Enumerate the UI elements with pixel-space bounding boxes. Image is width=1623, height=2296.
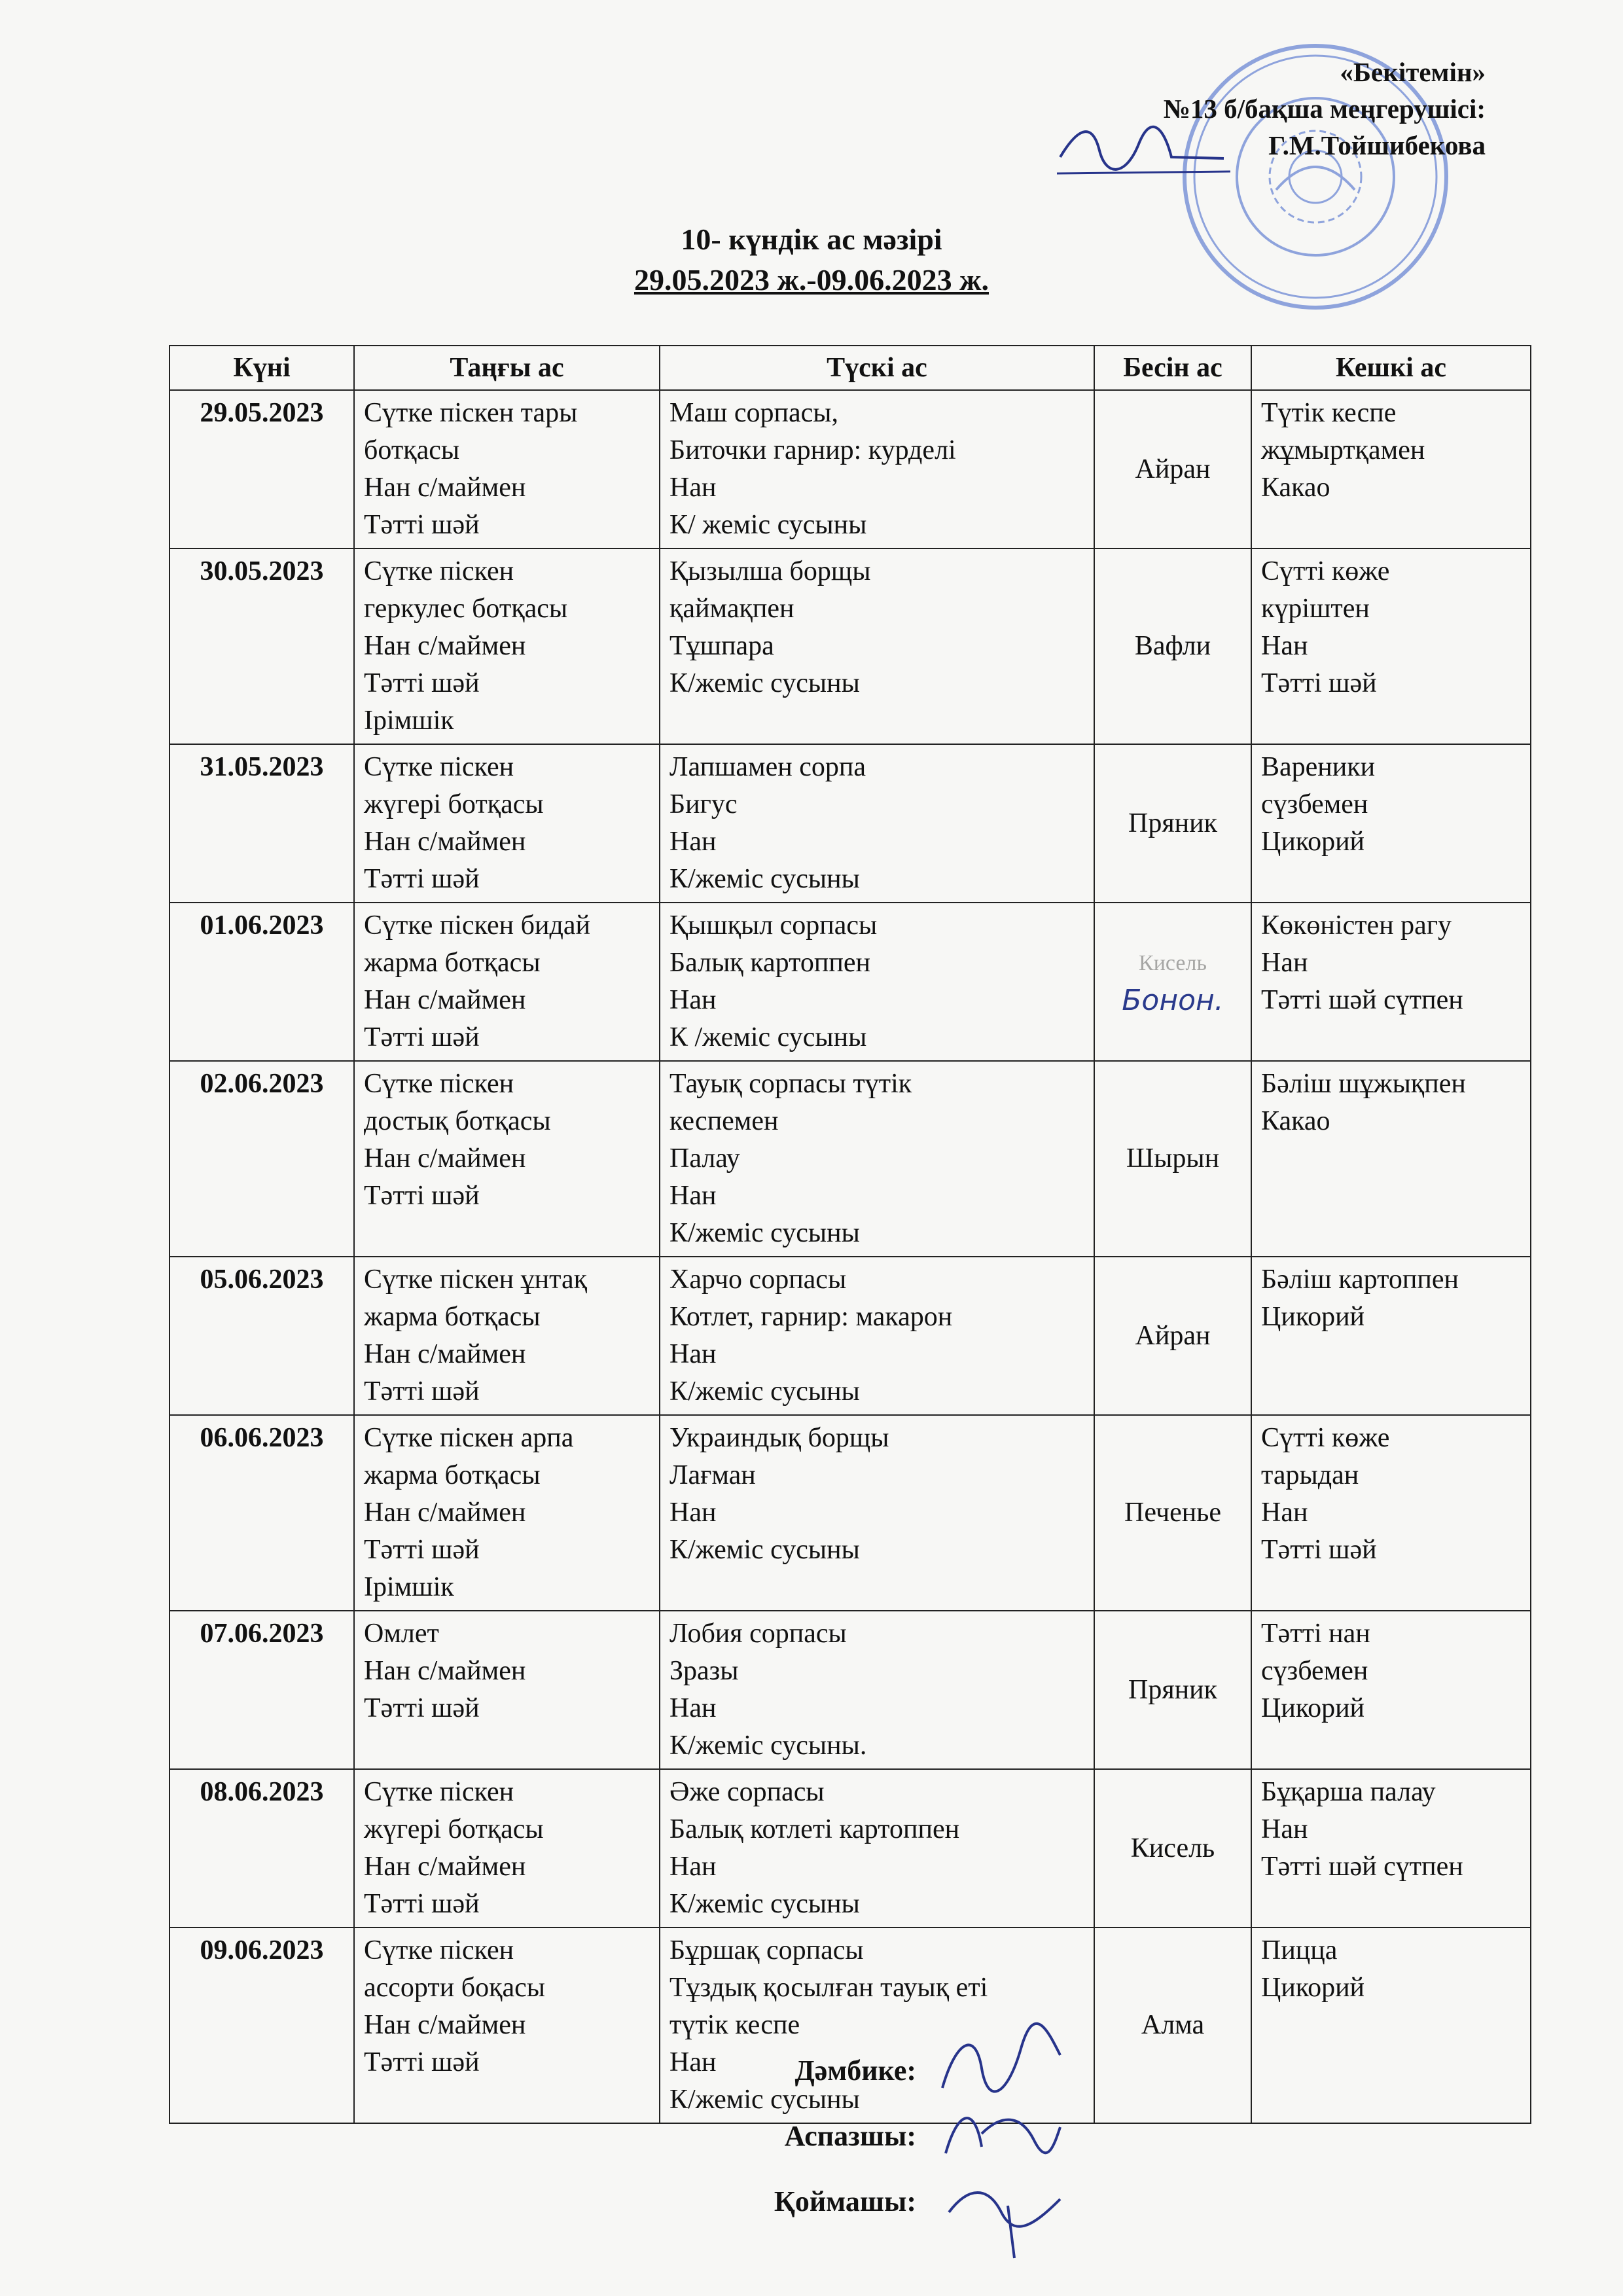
menu-item: Кисель (1130, 1833, 1215, 1863)
menu-item: Лобия сорпасы (669, 1619, 847, 1649)
cell-date: 30.05.2023 (169, 548, 354, 744)
menu-item: қаймақпен (669, 594, 794, 624)
header-snack: Бесін ас (1094, 346, 1251, 390)
cook-signature-icon (936, 2088, 1067, 2166)
menu-item: жүгері ботқасы (364, 789, 544, 819)
menu-item: Тәтті шәй (364, 1693, 480, 1723)
cell-breakfast (354, 1257, 660, 1415)
cell-snack (1094, 548, 1251, 744)
header-dinner: Кешкі ас (1251, 346, 1531, 390)
cell-lunch (660, 1611, 1094, 1769)
menu-item: кеспемен (669, 1106, 779, 1136)
menu-item: Тәтті шәй сүтпен (1261, 985, 1463, 1015)
menu-item: Маш сорпасы, (669, 398, 838, 428)
cell-dinner (1251, 744, 1531, 903)
cell-lunch (660, 744, 1094, 903)
approval-heading: «Бекітемін» (1340, 57, 1486, 87)
cell-dinner (1251, 1061, 1531, 1257)
table-row (169, 1257, 1531, 1415)
cell-date: 08.06.2023 (169, 1769, 354, 1928)
menu-item: Нан с/маймен (364, 985, 526, 1015)
menu-item: Тәтті шәй (364, 1022, 480, 1052)
menu-item: Нан с/маймен (364, 473, 526, 503)
cell-dinner (1251, 390, 1531, 548)
menu-item: ботқасы (364, 435, 460, 465)
menu-item: достық ботқасы (364, 1106, 551, 1136)
cell-lunch (660, 1415, 1094, 1611)
menu-item: Лапшамен сорпа (669, 752, 866, 782)
menu-item: Бәліш картоппен (1261, 1265, 1459, 1295)
cell-date: 05.06.2023 (169, 1257, 354, 1415)
table-row (169, 390, 1531, 548)
menu-item: К/ жеміс сусыны (669, 510, 867, 540)
menu-item: Нан с/маймен (364, 827, 526, 857)
cell-breakfast (354, 1928, 660, 2123)
cell-date: 01.06.2023 (169, 903, 354, 1061)
menu-item: Балық котлеті картоппен (669, 1814, 960, 1844)
menu-item: Харчо сорпасы (669, 1265, 847, 1295)
menu-item: Палау (669, 1143, 740, 1174)
cell-date: 31.05.2023 (169, 744, 354, 903)
menu-item: Нан с/маймен (364, 1498, 526, 1528)
menu-item: Қышқыл сорпасы (669, 910, 878, 941)
menu-item: Омлет (364, 1619, 439, 1649)
menu-item: Кисель (1139, 951, 1207, 975)
cell-breakfast (354, 1611, 660, 1769)
menu-item: Шырын (1126, 1143, 1220, 1174)
menu-item: Нан (1261, 948, 1308, 978)
cell-dinner (1251, 903, 1531, 1061)
cell-breakfast (354, 1415, 660, 1611)
menu-item: жүгері ботқасы (364, 1814, 544, 1844)
menu-item: Нан (1261, 631, 1308, 661)
menu-item: Нан с/маймен (364, 1339, 526, 1369)
cell-snack (1094, 744, 1251, 903)
menu-item: Көкөністен рагу (1261, 910, 1452, 941)
menu-item: Балық картоппен (669, 948, 870, 978)
menu-item: Тұздық қосылған тауық еті (669, 1973, 988, 2003)
menu-item: Алма (1141, 2010, 1205, 2040)
cell-snack (1094, 1061, 1251, 1257)
menu-item: Сүтті көже (1261, 556, 1390, 586)
cell-dinner (1251, 1769, 1531, 1928)
cell-lunch (660, 1769, 1094, 1928)
cell-breakfast (354, 903, 660, 1061)
menu-item: сүзбемен (1261, 1656, 1368, 1686)
menu-item: Цикорий (1261, 1693, 1365, 1723)
menu-item: К/жеміс сусыны (669, 1376, 860, 1407)
director-signature-icon (1054, 111, 1237, 190)
menu-item: Лағман (669, 1460, 756, 1490)
cell-dinner (1251, 1415, 1531, 1611)
menu-item: Сүтке піскен (364, 752, 514, 782)
menu-item: Бигус (669, 789, 738, 819)
table-row (169, 1928, 1531, 2123)
header-date: Күні (169, 346, 354, 390)
menu-item: К/жеміс сусыны (669, 1889, 860, 1919)
menu-item: Печенье (1124, 1498, 1221, 1528)
menu-item: Тәтті шәй (364, 1535, 480, 1565)
signature-cook-label: Аспазшы: (784, 2120, 916, 2152)
menu-item: Биточки гарнир: курделі (669, 435, 956, 465)
menu-item: жарма ботқасы (364, 948, 541, 978)
cell-snack (1094, 390, 1251, 548)
title-main: 10- күндік ас мәзірі (681, 223, 942, 256)
menu-item: Тәтті шәй (364, 1376, 480, 1407)
menu-item: К /жеміс сусыны (669, 1022, 867, 1052)
menu-item: Ірімшік (364, 706, 454, 736)
menu-item: Нан (669, 1498, 717, 1528)
menu-item: Түтік кеспе (1261, 398, 1397, 428)
menu-item: Тәтті шәй (364, 668, 480, 698)
table-row (169, 1611, 1531, 1769)
menu-item: К/жеміс сусыны (669, 1218, 860, 1248)
approval-name: Г.М.Тойшибекова (1268, 130, 1486, 160)
menu-item: Тәтті шәй (364, 1889, 480, 1919)
menu-table (169, 345, 1531, 2124)
menu-item: Цикорий (1261, 1302, 1365, 1332)
cell-date: 06.06.2023 (169, 1415, 354, 1611)
menu-item: Тұшпара (669, 631, 774, 661)
cell-dinner (1251, 548, 1531, 744)
table-header-row (169, 346, 1531, 390)
menu-item: Цикорий (1261, 827, 1365, 857)
storekeeper-signature-icon (942, 2160, 1073, 2265)
cell-date: 07.06.2023 (169, 1611, 354, 1769)
menu-item: жарма ботқасы (364, 1302, 541, 1332)
menu-item: Нан (669, 1693, 717, 1723)
menu-item: К/жеміс сусыны. (669, 1731, 867, 1761)
signature-storekeeper-label: Қоймашы: (774, 2185, 916, 2217)
cell-snack (1094, 1928, 1251, 2123)
menu-item: Нан (669, 985, 717, 1015)
menu-item: Сүтке піскен арпа (364, 1423, 574, 1453)
header-breakfast: Таңғы ас (354, 346, 660, 390)
menu-item: Тәтті шәй (364, 2047, 480, 2077)
menu-item: Бұршақ сорпасы (669, 1935, 864, 1965)
menu-item: Пряник (1128, 808, 1217, 838)
menu-item: күріштен (1261, 594, 1370, 624)
menu-item: Зразы (669, 1656, 739, 1686)
cell-breakfast (354, 548, 660, 744)
page-title (0, 219, 1623, 300)
menu-item: тарыдан (1261, 1460, 1359, 1490)
cell-lunch (660, 1257, 1094, 1415)
title-dates: 29.05.2023 ж.-09.06.2023 ж. (633, 263, 990, 296)
menu-item: Пицца (1261, 1935, 1338, 1965)
menu-item: Нан (669, 1852, 717, 1882)
menu-item: Вареники (1261, 752, 1376, 782)
menu-item: жұмыртқамен (1261, 435, 1425, 465)
cell-snack (1094, 1611, 1251, 1769)
cell-lunch (660, 903, 1094, 1061)
cell-breakfast (354, 390, 660, 548)
menu-item: Әже сорпасы (669, 1777, 825, 1807)
menu-item: Вафли (1134, 631, 1211, 661)
menu-item: Бәліш шұжықпен (1261, 1069, 1466, 1099)
menu-item: Какао (1261, 473, 1330, 503)
menu-item: сүзбемен (1261, 789, 1368, 819)
menu-table-body (169, 390, 1531, 2123)
menu-item: Какао (1261, 1106, 1330, 1136)
menu-item: Бұқарша палау (1261, 1777, 1436, 1807)
menu-item: Тәтті шәй (1261, 1535, 1377, 1565)
menu-item: Ірімшік (364, 1572, 454, 1602)
menu-item: Сүтке піскен (364, 556, 514, 586)
cell-date: 29.05.2023 (169, 390, 354, 548)
cell-lunch (660, 548, 1094, 744)
menu-item: Нан (1261, 1498, 1308, 1528)
handwritten-correction: Бонон. (1122, 984, 1224, 1017)
menu-item: Сүтке піскен ұнтақ (364, 1265, 588, 1295)
menu-item: Пряник (1128, 1674, 1217, 1705)
approval-position: №13 б/бақша меңгерушісі: (1163, 94, 1486, 124)
menu-item: Нан с/маймен (364, 1656, 526, 1686)
menu-item: Котлет, гарнир: макарон (669, 1302, 953, 1332)
menu-item: ассорти боқасы (364, 1973, 545, 2003)
menu-item: Нан (669, 473, 717, 503)
header-lunch: Түскі ас (660, 346, 1094, 390)
cell-snack (1094, 1769, 1251, 1928)
cell-breakfast (354, 744, 660, 903)
menu-item: Айран (1135, 454, 1211, 484)
menu-item: Тәтті шәй (364, 864, 480, 894)
cell-date: 02.06.2023 (169, 1061, 354, 1257)
menu-item: Нан (669, 827, 717, 857)
menu-item: Нан (669, 1339, 717, 1369)
menu-item: Тәтті шәй сүтпен (1261, 1852, 1463, 1882)
menu-item: Сүтті көже (1261, 1423, 1390, 1453)
menu-item: К/жеміс сусыны (669, 1535, 860, 1565)
cell-date: 09.06.2023 (169, 1928, 354, 2123)
menu-item: Тәтті нан (1261, 1619, 1370, 1649)
menu-item: жарма ботқасы (364, 1460, 541, 1490)
menu-item: Сүтке піскен (364, 1935, 514, 1965)
cell-snack (1094, 1415, 1251, 1611)
menu-item: түтік кеспе (669, 2010, 800, 2040)
signature-dietician-label: Дәмбике: (794, 2054, 916, 2087)
menu-item: Нан с/маймен (364, 631, 526, 661)
cell-dinner (1251, 1611, 1531, 1769)
menu-item: геркулес ботқасы (364, 594, 568, 624)
table-row (169, 903, 1531, 1061)
cell-breakfast (354, 1769, 660, 1928)
menu-item: Тауық сорпасы түтік (669, 1069, 912, 1099)
menu-item: К/жеміс сусыны (669, 668, 860, 698)
table-row (169, 548, 1531, 744)
menu-item: Сүтке піскен тары (364, 398, 578, 428)
cell-lunch (660, 390, 1094, 548)
menu-item: Нан с/маймен (364, 1143, 526, 1174)
cell-lunch (660, 1061, 1094, 1257)
menu-item: Сүтке піскен бидай (364, 910, 590, 941)
menu-item: Қызылша борщы (669, 556, 871, 586)
menu-item: Украиндық борщы (669, 1423, 889, 1453)
table-row (169, 744, 1531, 903)
menu-item: К/жеміс сусыны (669, 864, 860, 894)
menu-item: Сүтке піскен (364, 1777, 514, 1807)
cell-dinner (1251, 1257, 1531, 1415)
menu-item: Тәтті шәй (364, 1181, 480, 1211)
menu-item: Цикорий (1261, 1973, 1365, 2003)
menu-item: Тәтті шәй (1261, 668, 1377, 698)
menu-item: Нан с/маймен (364, 2010, 526, 2040)
cell-breakfast (354, 1061, 660, 1257)
cell-dinner (1251, 1928, 1531, 2123)
table-row (169, 1415, 1531, 1611)
cell-snack (1094, 1257, 1251, 1415)
menu-item: К/жеміс сусыны (669, 2085, 860, 2115)
table-row (169, 1769, 1531, 1928)
menu-item: Нан (669, 2047, 717, 2077)
menu-item: Нан с/маймен (364, 1852, 526, 1882)
menu-item: Сүтке піскен (364, 1069, 514, 1099)
menu-item: Тәтті шәй (364, 510, 480, 540)
menu-item: Нан (669, 1181, 717, 1211)
menu-item: Нан (1261, 1814, 1308, 1844)
table-row (169, 1061, 1531, 1257)
menu-item: Айран (1135, 1320, 1211, 1351)
cell-snack (1094, 903, 1251, 1061)
